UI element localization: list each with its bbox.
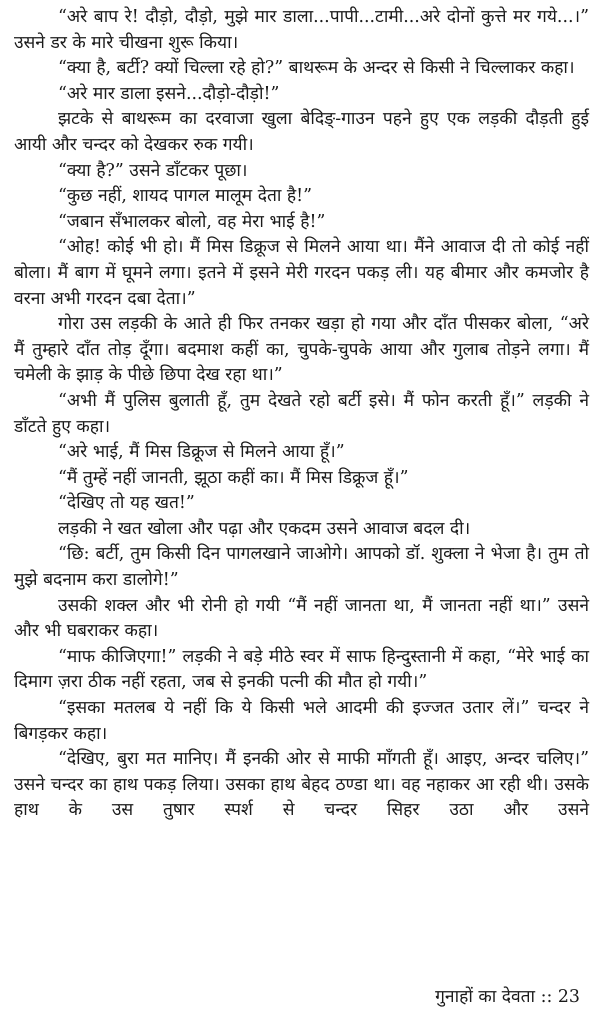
paragraph: गोरा उस लड़की के आते ही फिर तनकर खड़ा हो गया और दाँत पीसकर बोला, “अरे मैं तुम्हारे दाँत तोड़ दूँगा। बदमाश कहीं का, चुपके-चुपके आया और गुलाब तोड़ने लगा। मैं चमेली के झाड़ के पीछे छिपा देख रहा था।”: [14, 314, 589, 386]
page-number: 23: [557, 987, 580, 1007]
paragraph: “माफ कीजिएगा!” लड़की ने बड़े मीठे स्वर में साफ हिन्दुस्तानी में कहा, “मेरे भाई का दिमाग ज़रा ठीक नहीं रहता, जब से इनकी पत्नी की मौत हो गयी।”: [14, 646, 589, 693]
paragraph: “अरे बाप रे! दौड़ो, दौड़ो, मुझे मार डाला...पापी...टामी...अरे दोनों कुत्ते मर गये...।” उसने डर के मारे चीखना शुरू किया।: [14, 7, 589, 53]
body-text: [14, 5, 589, 824]
paragraph: “देखिए तो यह खत!”: [58, 493, 195, 514]
page-footer: [435, 986, 580, 1008]
book-title: गुनाहों का देवता: [435, 987, 536, 1007]
paragraph: “अरे मार डाला इसने...दौड़ो-दौड़ो!”: [58, 83, 280, 104]
paragraph: झटके से बाथरूम का दरवाजा खुला बेदिङ्-गाउन पहने हुए एक लड़की दौड़ती हुई आयी और चन्दर को देखकर रुक गयी।: [14, 109, 589, 155]
paragraph: “मैं तुम्हें नहीं जानती, झूठा कहीं का। मैं मिस डिक्रूज हूँ।”: [58, 467, 409, 488]
paragraph: “जबान सँभालकर बोलो, वह मेरा भाई है!”: [58, 211, 326, 232]
paragraph: “देखिए, बुरा मत मानिए। मैं इनकी ओर से माफी माँगती हूँ। आइए, अन्दर चलिए।” उसने चन्दर का हाथ पकड़ लिया। उसका हाथ बेहद ठण्डा था। वह नहाकर आ रही थी। उसके हाथ के उस तुषार स्पर्श से चन्दर सिहर उठा और उसने: [14, 749, 589, 821]
paragraph: “इसका मतलब ये नहीं कि ये किसी भले आदमी की इज्जत उतार लें।” चन्दर ने बिगड़कर कहा।: [14, 698, 589, 744]
paragraph: “अरे भाई, मैं मिस डिक्रूज से मिलने आया हूँ।”: [58, 442, 345, 463]
paragraph: “कुछ नहीं, शायद पागल मालूम देता है!”: [58, 186, 312, 207]
paragraph: “ओह! कोई भी हो। मैं मिस डिक्रूज से मिलने आया था। मैंने आवाज दी तो कोई नहीं बोला। मैं बाग में घूमने लगा। इतने में इसने मेरी गरदन पकड़ ली। यह बीमार और कमजोर है वरना अभी गरदन दबा देता।”: [14, 237, 589, 309]
paragraph: “क्या है, बर्टी? क्यों चिल्ला रहे हो?” बाथरूम के अन्दर से किसी ने चिल्लाकर कहा।: [58, 58, 575, 79]
paragraph: उसकी शक्ल और भी रोनी हो गयी “मैं नहीं जानता था, मैं जानता नहीं था।” उसने और भी घबराकर कहा।: [14, 595, 589, 642]
footer-separator: ::: [540, 987, 553, 1007]
paragraph: “छि: बर्टी, तुम किसी दिन पागलखाने जाओगे। आपको डॉ. शुक्ला ने भेजा है। तुम तो मुझे बदनाम करा डालोगे!”: [14, 544, 589, 591]
paragraph: “अभी मैं पुलिस बुलाती हूँ, तुम देखते रहो बर्टी इसे। मैं फोन करती हूँ।” लड़की ने डाँटते हुए कहा।: [14, 390, 589, 437]
paragraph: लड़की ने खत खोला और पढ़ा और एकदम उसने आवाज बदल दी।: [58, 518, 471, 539]
paragraph: “क्या है?” उसने डाँटकर पूछा।: [58, 160, 248, 181]
